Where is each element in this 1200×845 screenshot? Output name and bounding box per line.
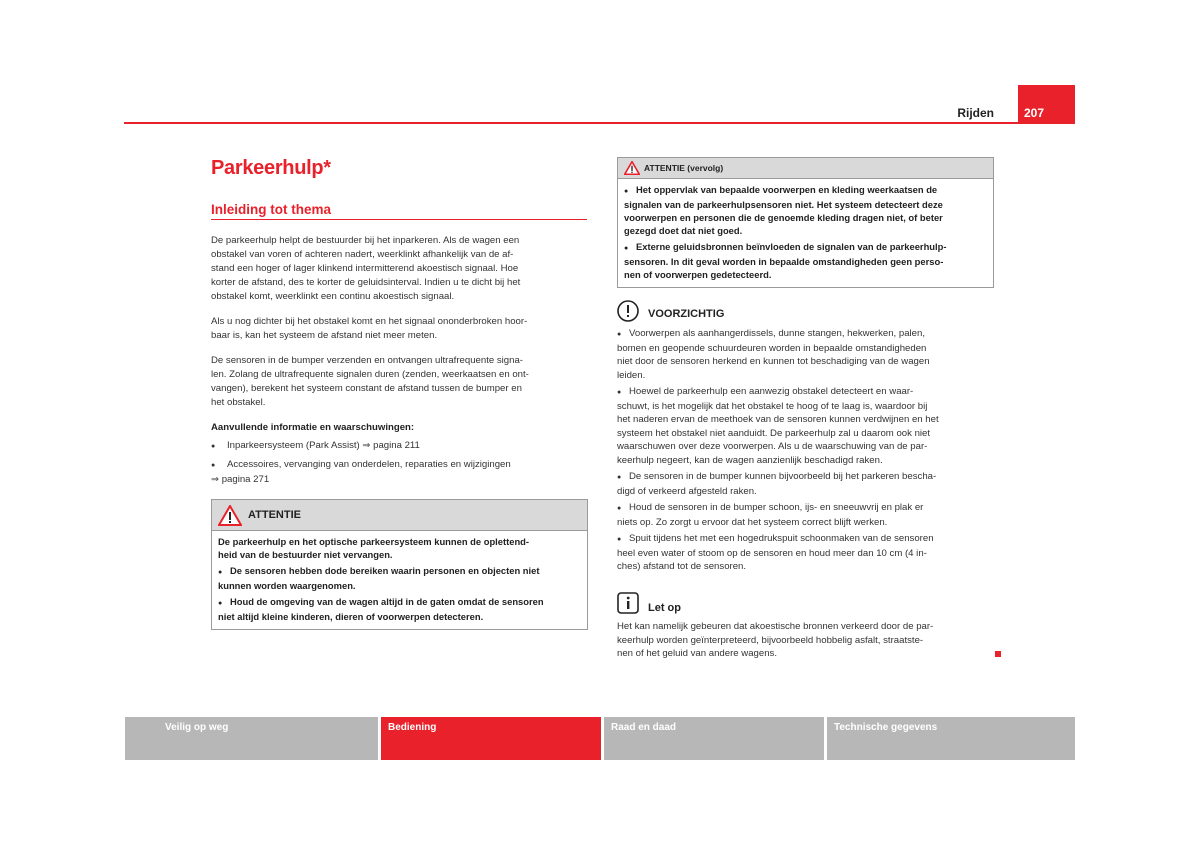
bullet-dot: ● xyxy=(218,569,223,576)
text-line: het obstakel. xyxy=(211,397,266,408)
text-line: stand een hoger of lager klinkend intermitterend akoestisch signaal. Hoe xyxy=(211,263,519,274)
text-line: korter de afstand, des te korter de geluidsinterval. Indien u te dicht bij het xyxy=(211,277,521,288)
text-line: niet door de sensoren herkend en kunnen tot beschadiging van de wagen xyxy=(617,356,930,367)
text-line: kunnen worden waargenomen. xyxy=(218,580,356,591)
caution-item xyxy=(617,470,989,498)
warning-box-body xyxy=(212,531,587,630)
nav-tab-veilig-op-weg[interactable] xyxy=(125,717,378,760)
link-accessoires[interactable]: ⇒ pagina 271 xyxy=(211,474,270,485)
text-line: digd of verkeerd afgesteld raken. xyxy=(617,485,757,497)
caution-list xyxy=(617,327,989,577)
info-heading: Aanvullende informatie en waarschuwingen: xyxy=(211,422,415,433)
text-line: het naderen ervan de meethoek van de sensoren kunnen verdwijnen en het xyxy=(617,414,939,425)
text-line: Het kan namelijk gebeuren dat akoestische bronnen verkeerd door de par- xyxy=(617,621,934,632)
bullet-dot: ● xyxy=(617,536,622,543)
section-title: Rijden xyxy=(957,106,994,120)
warning-paragraph xyxy=(218,564,581,592)
text-line: obstakel van voren of achteren nadert, weerklinkt afhankelijk van de af- xyxy=(211,249,514,260)
nav-tab-label: Veilig op weg xyxy=(165,722,229,733)
text-line: schuwt, is het mogelijk dat het obstakel te hoog of te laag is, waardoor bij xyxy=(617,400,928,412)
warning-triangle-icon xyxy=(218,505,242,526)
text-line: len. Zolang de ultrafrequente signalen duren (zenden, weerkaatsen en ont- xyxy=(211,369,529,380)
text-line: niet altijd kleine kinderen, dieren of voorwerpen detecteren. xyxy=(218,611,484,622)
text-line: Het oppervlak van bepaalde voorwerpen en kleding weerkaatsen de xyxy=(636,184,938,195)
text-line: heel even water of stoom op de sensoren en houd meer dan 10 cm (4 in- xyxy=(617,547,927,559)
note-body xyxy=(617,620,989,661)
text-line: Hoewel de parkeerhulp een aanwezig obstakel detecteert en waar- xyxy=(629,386,914,397)
link-park-assist[interactable]: Inparkeersysteem (Park Assist) ⇒ pagina 211 xyxy=(227,440,420,451)
text-line: bomen en geopende schuurdeuren worden in bepaalde omstandigheden xyxy=(617,342,927,354)
text-line: Houd de omgeving van de wagen altijd in de gaten omdat de sensoren xyxy=(230,596,544,607)
bullet-dot: ● xyxy=(617,505,622,512)
nav-tab-label: Technische gegevens xyxy=(834,722,938,733)
text-line: Spuit tijdens het met een hogedrukspuit schoonmaken van de sensoren xyxy=(629,533,934,544)
text-line: De sensoren in de bumper kunnen bijvoorbeeld bij het parkeren bescha- xyxy=(629,471,937,482)
intro-paragraph-1 xyxy=(211,234,583,304)
text-line: voorwerpen en personen die de genoemde kleding dragen niet, of beter xyxy=(624,212,943,223)
header-rule xyxy=(124,122,1074,124)
page-number: 207 xyxy=(1024,106,1045,120)
bullet-dot: ● xyxy=(624,188,629,195)
bullet-dot: ● xyxy=(211,443,216,450)
nav-tab-raad-en-daad[interactable] xyxy=(604,717,824,760)
text-line: waarschuwen over deze voorwerpen. Als u de waarschuwing van de par- xyxy=(617,441,928,452)
nav-tab-technische-gegevens[interactable] xyxy=(827,717,1075,760)
text-line: vangen), berekent het systeem constant de afstand tussen de bumper en xyxy=(211,383,522,394)
intro-paragraph-2 xyxy=(211,315,583,343)
caution-item xyxy=(617,327,989,382)
warning-label: ATTENTIE (vervolg) xyxy=(644,163,724,173)
section-subtitle: Inleiding tot thema xyxy=(211,202,331,217)
text-line: De sensoren in de bumper verzenden en ontvangen ultrafrequente signa- xyxy=(211,355,524,366)
nav-tab-bediening[interactable] xyxy=(381,717,601,760)
text-line: heid van de bestuurder niet vervangen. xyxy=(218,549,393,560)
text-line: De parkeerhulp en het optische parkeersysteem kunnen de oplettend- xyxy=(218,536,530,547)
text-line: De parkeerhulp helpt de bestuurder bij het inparkeren. Als de wagen een xyxy=(211,235,520,246)
bullet-dot: ● xyxy=(211,462,216,469)
info-bullet-1 xyxy=(211,439,583,454)
caution-item xyxy=(617,385,989,467)
text-line: nen of voorwerpen gedetecteerd. xyxy=(624,269,772,280)
warning-box xyxy=(211,499,588,630)
caution-label: VOORZICHTIG xyxy=(648,308,725,320)
text-line: Als u nog dichter bij het obstakel komt en het signaal ononderbroken hoor- xyxy=(211,316,528,327)
text-line: sensoren. In dit geval worden in bepaalde omstandigheden geen perso- xyxy=(624,256,944,267)
text-line: leiden. xyxy=(617,369,646,381)
text-line: De sensoren hebben dode bereiken waarin personen en objecten niet xyxy=(230,565,540,576)
warning-paragraph xyxy=(624,240,987,281)
warning-label: ATTENTIE xyxy=(248,509,301,521)
bullet-dot: ● xyxy=(624,245,629,252)
bullet-text: Accessoires, vervanging van onderdelen, reparaties en wijzigingen xyxy=(227,459,511,470)
text-line: baar is, kan het systeem de afstand niet meer meten. xyxy=(211,330,438,341)
text-line: systeem het obstakel niet aanduidt. De parkeerhulp zal u daarom ook niet xyxy=(617,427,931,439)
note-label: Let op xyxy=(648,602,681,614)
text-line: keerhulp worden geïnterpreteerd, bijvoorbeeld hobbelig asfalt, straatste- xyxy=(617,634,924,646)
text-line: Voorwerpen als aanhangerdissels, dunne stangen, hekwerken, palen, xyxy=(629,328,926,339)
subtitle-rule xyxy=(211,219,587,220)
nav-tab-label: Raad en daad xyxy=(611,722,677,733)
info-note-icon xyxy=(617,592,639,614)
text-line: keerhulp negeert, kan de wagen aanzienlijk beschadigd raken. xyxy=(617,454,883,466)
bullet-dot: ● xyxy=(617,331,622,338)
text-line: ches) afstand tot de sensoren. xyxy=(617,561,747,572)
warning-paragraph xyxy=(218,595,581,623)
text-line: Houd de sensoren in de bumper schoon, ijs- en sneeuwvrij en plak er xyxy=(629,502,924,513)
text-line: Externe geluidsbronnen beïnvloeden de signalen van de parkeerhulp- xyxy=(636,241,947,252)
bullet-dot: ● xyxy=(617,389,622,396)
caution-item xyxy=(617,501,989,529)
warning-paragraph xyxy=(624,183,987,237)
text-line: gezegd doet dat niet goed. xyxy=(624,225,743,236)
warning-paragraph xyxy=(218,535,581,561)
text-line: obstakel komt, weerklinkt een continu akoestisch signaal. xyxy=(211,291,455,302)
warning-box-header xyxy=(212,500,587,531)
warning-triangle-icon xyxy=(624,161,640,175)
bullet-dot: ● xyxy=(218,600,223,607)
warning-box-continued-body xyxy=(618,179,993,288)
caution-exclamation-icon xyxy=(617,300,639,322)
text-line: signalen van de parkeerhulpsensoren niet. Het systeem detecteert deze xyxy=(624,199,943,210)
info-bullet-2 xyxy=(211,458,583,487)
text-line: niets op. Zo zorgt u ervoor dat het systeem correct blijft werken. xyxy=(617,516,888,528)
text-line: nen of het geluid van andere wagens. xyxy=(617,648,778,659)
bullet-dot: ● xyxy=(617,474,622,481)
page-number-box xyxy=(1018,85,1075,124)
nav-tab-label: Bediening xyxy=(388,722,437,733)
intro-paragraph-3 xyxy=(211,354,583,410)
warning-box-continued xyxy=(617,157,994,288)
page-title: Parkeerhulp* xyxy=(211,157,331,179)
caution-item xyxy=(617,532,989,574)
end-of-section-marker xyxy=(995,651,1001,657)
warning-box-continued-header xyxy=(618,158,993,179)
